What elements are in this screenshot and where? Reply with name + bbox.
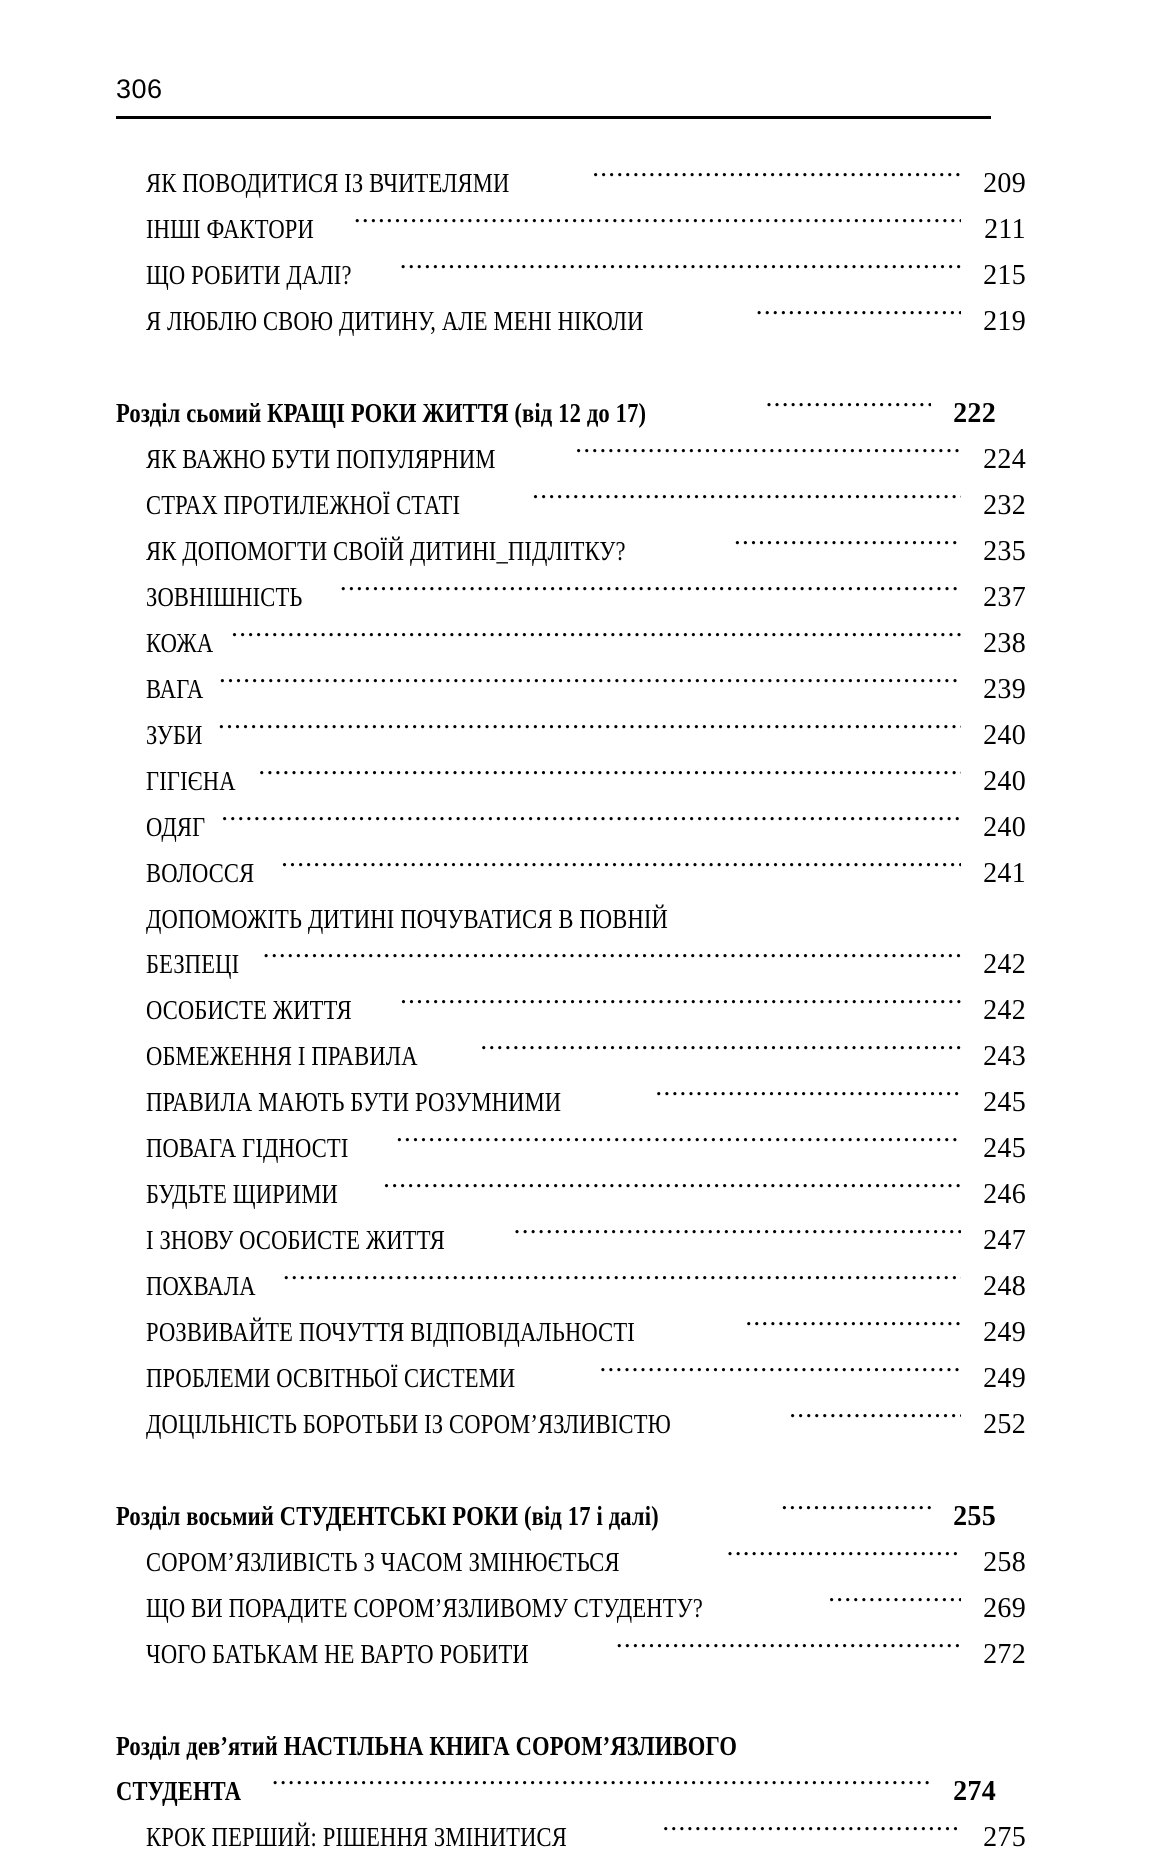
toc-entry-page-number: 243	[983, 1041, 1026, 1072]
toc-leader-dots	[745, 1314, 961, 1342]
toc-entry-page-number: 235	[983, 536, 1026, 567]
toc-entry-page-number: 246	[983, 1179, 1026, 1210]
toc-entry-page-number: 240	[983, 720, 1026, 751]
toc-entry-label: ПОВАГА ГІДНОСТІ	[146, 1132, 349, 1163]
toc-entry[interactable]	[116, 712, 1026, 758]
toc-entry-label: ЗОВНІШНІСТЬ	[146, 581, 303, 612]
toc-entry[interactable]	[116, 1079, 1026, 1125]
toc-entry[interactable]	[116, 1768, 996, 1814]
toc-entry[interactable]	[116, 1309, 1026, 1355]
toc-entry-page-number: 252	[983, 1409, 1026, 1440]
toc-entry-label: ОСОБИСТЕ ЖИТТЯ	[146, 994, 352, 1025]
toc-entry[interactable]	[116, 1401, 1026, 1447]
toc-entry-label: ЩО ВИ ПОРАДИТЕ СОРОМ’ЯЗЛИВОМУ СТУДЕНТУ?	[146, 1592, 703, 1623]
toc-entry-page-number: 247	[983, 1225, 1026, 1256]
group-chapter-nine	[116, 1723, 1026, 1860]
toc-entry[interactable]	[116, 1217, 1026, 1263]
toc-entry-label: БЕЗПЕЦІ	[146, 948, 240, 979]
toc-leader-dots	[662, 1819, 961, 1847]
toc-entry-page-number: 272	[983, 1639, 1026, 1670]
toc-entry[interactable]	[116, 1125, 1026, 1171]
toc-entry[interactable]	[116, 1631, 1026, 1677]
toc-leader-dots	[396, 1130, 961, 1158]
toc-leader-dots	[616, 1636, 961, 1664]
toc-leader-dots	[383, 1176, 961, 1204]
toc-entry-label: ЯК ДОПОМОГТИ СВОЇЙ ДИТИНІ_ПІДЛІТКУ?	[146, 535, 626, 566]
toc-entry[interactable]	[116, 574, 1026, 620]
toc-entry-page-number: 242	[983, 995, 1026, 1026]
toc-leader-dots	[258, 763, 961, 791]
group-continued-chapter-six	[116, 160, 1026, 344]
toc-leader-dots	[599, 1360, 961, 1388]
page-number: 306	[116, 74, 163, 104]
toc-entry[interactable]	[116, 941, 1026, 987]
group-spacer	[116, 344, 996, 390]
toc-entry-page-number: 258	[983, 1547, 1026, 1578]
toc-entry[interactable]	[116, 1355, 1026, 1401]
toc-leader-dots	[221, 809, 961, 837]
toc-entry[interactable]	[116, 666, 1026, 712]
group-spacer	[116, 1447, 996, 1493]
toc-entry[interactable]	[116, 1585, 1026, 1631]
toc-leader-dots	[354, 211, 961, 239]
toc-entry-label: ПРОБЛЕМИ ОСВІТНЬОЇ СИСТЕМИ	[146, 1362, 516, 1393]
toc-entry-label: ВАГА	[146, 673, 204, 704]
toc-entry-label: ЧОГО БАТЬКАМ НЕ ВАРТО РОБИТИ	[146, 1638, 529, 1669]
toc-entry-label: Розділ сьомий КРАЩІ РОКИ ЖИТТЯ (від 12 до 17)	[116, 397, 647, 428]
toc-leader-dots	[532, 487, 961, 515]
toc-entry[interactable]	[116, 850, 1026, 896]
toc-entry-page-number: 232	[983, 490, 1026, 521]
toc-entry-page-number: 215	[983, 260, 1026, 291]
toc-leader-dots	[219, 671, 961, 699]
toc-entry-page-number: 237	[983, 582, 1026, 613]
toc-entry[interactable]	[116, 298, 1026, 344]
toc-entry[interactable]	[116, 1493, 996, 1539]
toc-entry-label: Розділ восьмий СТУДЕНТСЬКІ РОКИ (від 17 і далі)	[116, 1500, 659, 1531]
toc-entry-page-number: 222	[953, 398, 996, 429]
toc-leader-dots	[400, 992, 961, 1020]
toc-entry[interactable]	[116, 758, 1026, 804]
toc-entry-page-number: 241	[983, 858, 1026, 889]
toc-entry-label: ПРАВИЛА МАЮТЬ БУТИ РОЗУМНИМИ	[146, 1086, 562, 1117]
header-rule	[116, 116, 991, 119]
toc-entry-page-number: 248	[983, 1271, 1026, 1302]
toc-entry-label: КОЖА	[146, 627, 214, 658]
toc-entry-page-number: 274	[953, 1776, 996, 1807]
toc-entry[interactable]	[116, 528, 1026, 574]
page-header	[116, 72, 991, 119]
group-chapter-seven	[116, 390, 1026, 1447]
toc-entry-page-number: 255	[953, 1501, 996, 1532]
toc-entry[interactable]	[116, 436, 1026, 482]
toc-entry-label: ДОЦІЛЬНІСТЬ БОРОТЬБИ ІЗ СОРОМ’ЯЗЛИВІСТЮ	[146, 1408, 671, 1439]
toc-entry[interactable]	[116, 1723, 996, 1768]
toc-entry-label: ВОЛОССЯ	[146, 857, 255, 888]
toc-leader-dots	[340, 579, 961, 607]
toc-leader-dots	[756, 303, 961, 331]
toc-leader-dots	[727, 1544, 961, 1572]
toc-entry[interactable]	[116, 987, 1026, 1033]
toc-entry-page-number: 269	[983, 1593, 1026, 1624]
toc-entry-label: СТУДЕНТА	[116, 1775, 242, 1806]
toc-entry-page-number: 245	[983, 1087, 1026, 1118]
toc-entry[interactable]	[116, 804, 1026, 850]
toc-entry-label: ОДЯГ	[146, 811, 206, 842]
toc-entry-page-number: 275	[983, 1822, 1026, 1853]
toc-leader-dots	[231, 625, 961, 653]
toc-entry-label: ГІГІЄНА	[146, 765, 236, 796]
toc-leader-dots	[218, 717, 961, 745]
toc-entry-page-number: 238	[983, 628, 1026, 659]
toc-leader-dots	[480, 1038, 961, 1066]
toc-leader-dots	[876, 1728, 931, 1756]
toc-entry-label: БУДЬТЕ ЩИРИМИ	[146, 1178, 338, 1209]
toc-leader-dots	[400, 257, 961, 285]
toc-leader-dots	[281, 855, 961, 883]
toc-leader-dots	[283, 1268, 961, 1296]
toc-entry-label: КРОК ПЕРШИЙ: РІШЕННЯ ЗМІНИТИСЯ	[146, 1821, 567, 1852]
toc-entry-label: І ЗНОВУ ОСОБИСТЕ ЖИТТЯ	[146, 1224, 446, 1255]
toc-entry-page-number: 240	[983, 766, 1026, 797]
toc-entry-label: ЯК ПОВОДИТИСЯ ІЗ ВЧИТЕЛЯМИ	[146, 167, 510, 198]
toc-entry[interactable]	[116, 390, 996, 436]
toc-entry-label: Розділ дев’ятий НАСТІЛЬНА КНИГА СОРОМ’ЯЗЛИВОГО	[116, 1730, 738, 1761]
toc-entry[interactable]	[116, 1539, 1026, 1585]
group-spacer	[116, 1677, 996, 1723]
toc-entry-page-number: 242	[983, 949, 1026, 980]
toc-entry-label: СТРАХ ПРОТИЛЕЖНОЇ СТАТІ	[146, 489, 461, 520]
toc-entry-page-number: 219	[983, 306, 1026, 337]
toc-leader-dots	[514, 1222, 961, 1250]
toc-entry-page-number: 224	[983, 444, 1026, 475]
toc-entry-label: ЯК ВАЖНО БУТИ ПОПУЛЯРНИМ	[146, 443, 496, 474]
toc-entry-label: ПОХВАЛА	[146, 1270, 256, 1301]
toc-entry[interactable]	[116, 1171, 1026, 1217]
toc-entry[interactable]	[116, 1033, 1026, 1079]
toc-entry-label: ІНШІ ФАКТОРИ	[146, 213, 314, 244]
toc-leader-dots	[592, 165, 961, 193]
toc-leader-dots	[828, 1590, 961, 1618]
toc-entry-page-number: 211	[984, 214, 1026, 245]
toc-entry[interactable]	[116, 620, 1026, 666]
toc-leader-dots	[272, 1773, 931, 1801]
toc-entry-page-number: 239	[983, 674, 1026, 705]
toc-entry-label: СОРОМ’ЯЗЛИВІСТЬ З ЧАСОМ ЗМІНЮЄТЬСЯ	[146, 1546, 620, 1577]
toc-entry-label: РОЗВИВАЙТЕ ПОЧУТТЯ ВІДПОВІДАЛЬНОСТІ	[146, 1316, 635, 1347]
toc-leader-dots	[263, 946, 961, 974]
toc-entry-label: ЗУБИ	[146, 719, 203, 750]
toc-entry[interactable]	[116, 252, 1026, 298]
toc-entry[interactable]	[116, 206, 1026, 252]
toc-leader-dots	[781, 1498, 931, 1526]
toc-entry[interactable]	[116, 1814, 1026, 1860]
toc-entry-label: ДОПОМОЖІТЬ ДИТИНІ ПОЧУВАТИСЯ В ПОВНІЙ	[146, 903, 669, 934]
toc-entry[interactable]	[116, 482, 1026, 528]
toc-leader-dots	[655, 1084, 961, 1112]
toc-entry-page-number: 245	[983, 1133, 1026, 1164]
toc-entry[interactable]	[116, 160, 1026, 206]
toc-leader-dots	[734, 533, 961, 561]
toc-leader-dots	[575, 441, 961, 469]
toc-entry-label: ОБМЕЖЕННЯ І ПРАВИЛА	[146, 1040, 418, 1071]
toc-entry-page-number: 249	[983, 1363, 1026, 1394]
group-chapter-eight	[116, 1493, 1026, 1677]
toc-leader-dots	[766, 395, 931, 423]
toc-entry-page-number: 249	[983, 1317, 1026, 1348]
toc-entry-label: ЩО РОБИТИ ДАЛІ?	[146, 259, 352, 290]
toc-entry-page-number: 209	[983, 168, 1026, 199]
toc-leader-dots	[789, 1406, 961, 1434]
toc-entry-label: Я ЛЮБЛЮ СВОЮ ДИТИНУ, АЛЕ МЕНІ НІКОЛИ	[146, 305, 644, 336]
toc-entry[interactable]	[116, 896, 1026, 941]
toc-leader-dots	[786, 901, 961, 929]
table-of-contents	[116, 160, 1026, 1860]
toc-entry-page-number: 240	[983, 812, 1026, 843]
toc-entry[interactable]	[116, 1263, 1026, 1309]
